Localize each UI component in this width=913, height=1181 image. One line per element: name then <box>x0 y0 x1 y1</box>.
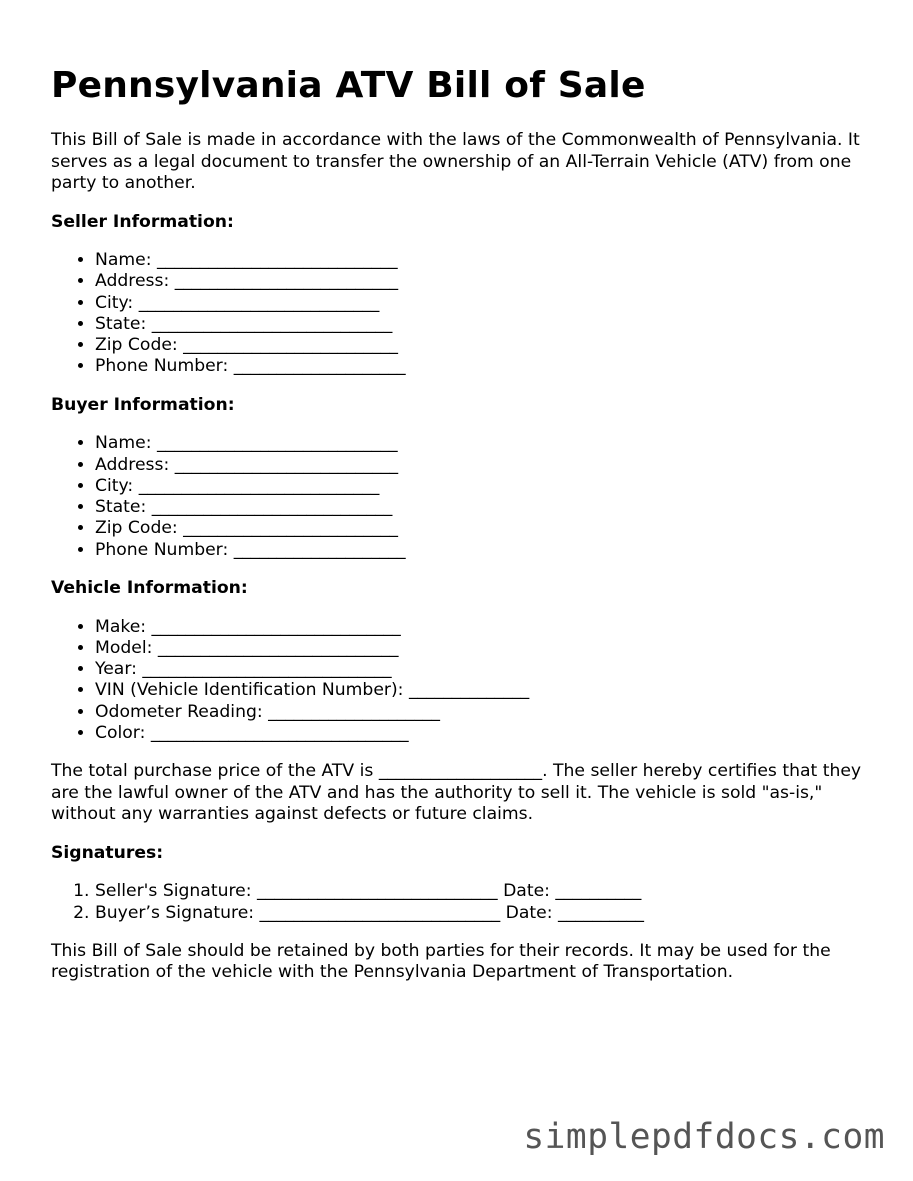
closing-paragraph: This Bill of Sale should be retained by both parties for their records. It may be used for the registration of the vehicle with the Pennsylvania Department of Transportation. <box>51 940 831 983</box>
vehicle-odometer-line: • Odometer Reading: ____________________ <box>95 702 871 723</box>
vehicle-color-line: • Color: ______________________________ <box>95 723 871 744</box>
vehicle-heading: Vehicle Information: <box>51 578 248 599</box>
seller-name-line: • Name: ____________________________ <box>95 250 871 271</box>
buyer-address-line: • Address: __________________________ <box>95 455 871 476</box>
seller-address-line: • Address: __________________________ <box>95 271 871 292</box>
seller-phone-line: • Phone Number: ____________________ <box>95 356 871 377</box>
document-title: Pennsylvania ATV Bill of Sale <box>51 65 646 106</box>
seller-city-line: • City: ____________________________ <box>95 293 871 314</box>
signatures-heading: Signatures: <box>51 842 164 863</box>
document-page <box>51 62 871 984</box>
seller-state-line: • State: ____________________________ <box>95 314 871 335</box>
seller-zip-line: • Zip Code: _________________________ <box>95 335 871 356</box>
vehicle-vin-line: • VIN (Vehicle Identification Number): ______________ <box>95 680 871 701</box>
buyer-city-line: • City: ____________________________ <box>95 476 871 497</box>
buyer-signature-line: 2. Buyer’s Signature: ____________________________ Date: __________ <box>95 903 871 924</box>
vehicle-make-line: • Make: _____________________________ <box>95 617 871 638</box>
intro-paragraph: This Bill of Sale is made in accordance with the laws of the Commonwealth of Pennsylvania. It serves as a legal document to transfer the ownership of an All-Terrain Vehicle (ATV) from one party to another. <box>51 130 860 193</box>
seller-heading: Seller Information: <box>51 211 234 232</box>
watermark-text: simplepdfdocs.com <box>523 1117 885 1157</box>
vehicle-list <box>51 617 871 745</box>
buyer-list <box>51 433 871 561</box>
seller-list <box>51 250 871 378</box>
buyer-phone-line: • Phone Number: ____________________ <box>95 540 871 561</box>
buyer-name-line: • Name: ____________________________ <box>95 433 871 454</box>
buyer-heading: Buyer Information: <box>51 394 235 415</box>
price-paragraph: The total purchase price of the ATV is ___________________. The seller hereby certifies that they are the lawful owner of the ATV and has the authority to sell it. The vehicle is sold "as-is," without any warranties against defects or future claims. <box>51 761 862 825</box>
seller-signature-line: 1. Seller's Signature: ____________________________ Date: __________ <box>95 881 871 902</box>
vehicle-model-line: • Model: ____________________________ <box>95 638 871 659</box>
buyer-zip-line: • Zip Code: _________________________ <box>95 518 871 539</box>
vehicle-year-line: • Year: _____________________________ <box>95 659 871 680</box>
signatures-list <box>51 881 871 924</box>
buyer-state-line: • State: ____________________________ <box>95 497 871 518</box>
